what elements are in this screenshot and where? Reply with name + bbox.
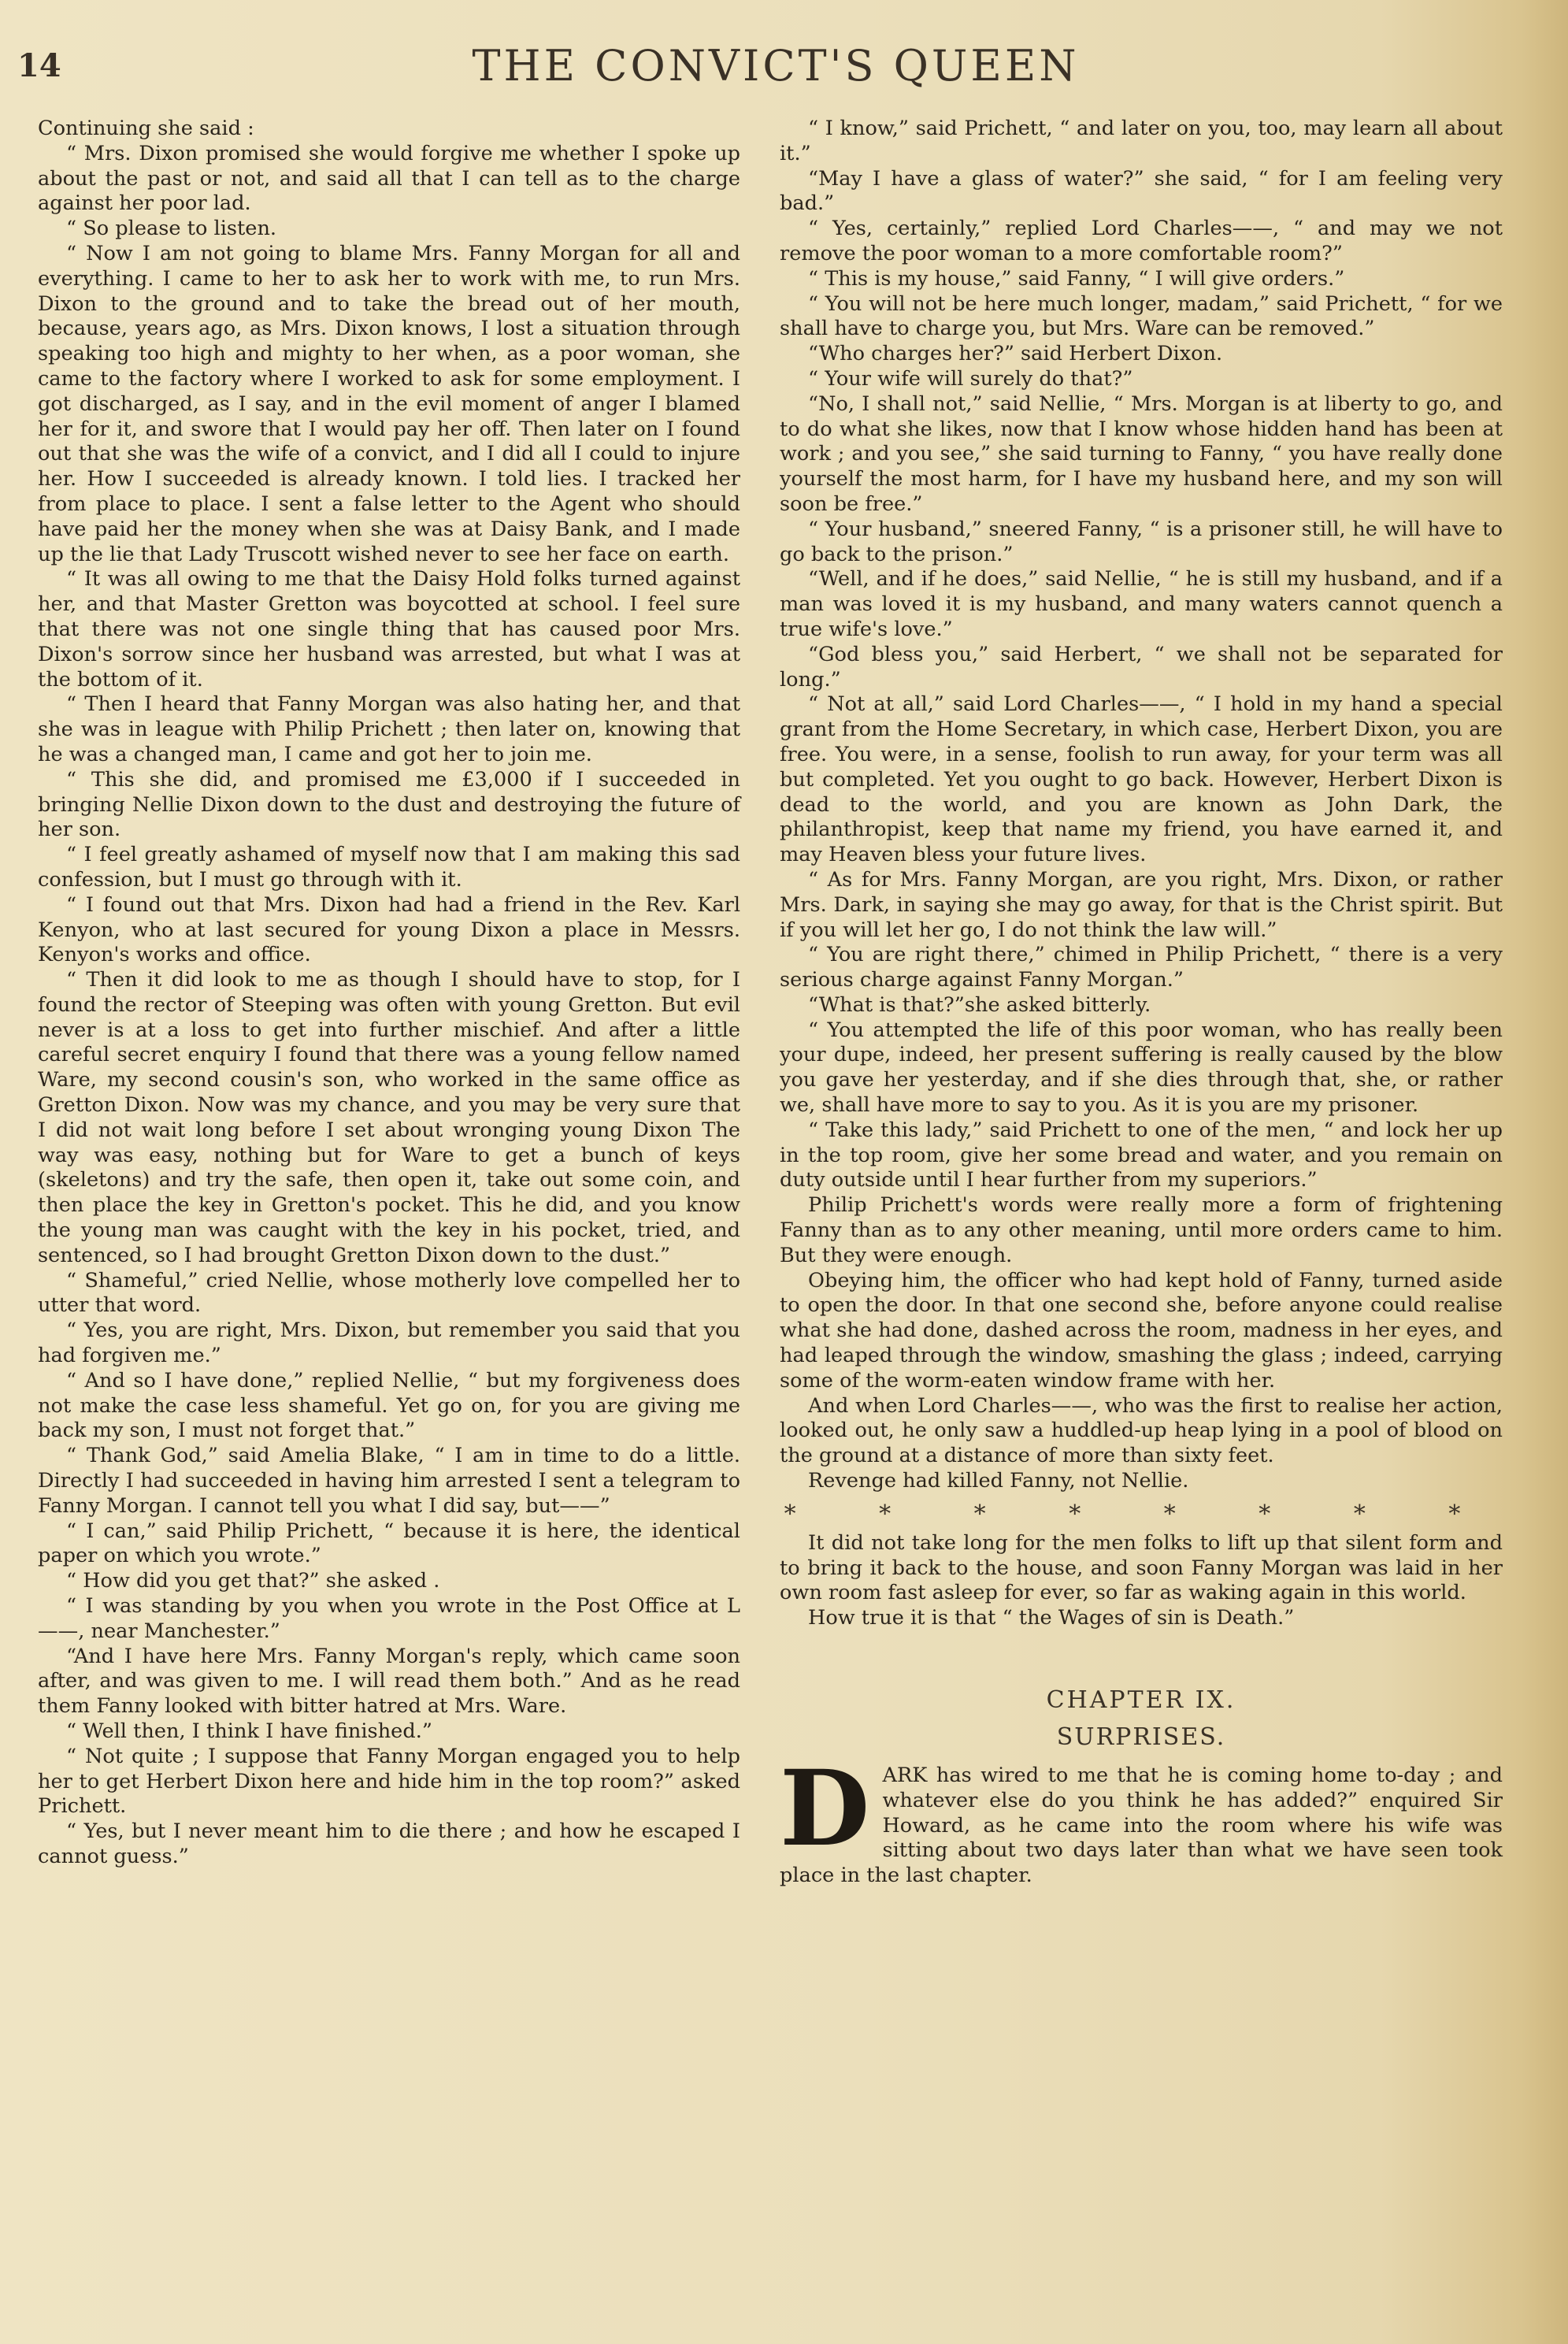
section-separator: * * * * * * * * [784,1500,1499,1528]
paragraph: “ Your husband,” sneered Fanny, “ is a prisoner still, he will have to go back to the prison.” [780,517,1503,566]
paragraph: “ How did you get that?” she asked . [66,1569,440,1593]
paragraph: Continuing she said : [38,117,254,140]
chapter-number: CHAPTER IX. [1046,1686,1236,1715]
chapter-opening [780,1748,1503,1889]
paragraph: “May I have a glass of water?” she said, “ for I am feeling very bad.” [780,166,1503,216]
paragraph: “ Then I heard that Fanny Morgan was also hating her, and that she was in league with Philip Prichett ; then later on, knowing that he was a changed man, I came and got her to join me. [38,692,740,766]
paragraph: “No, I shall not,” said Nellie, “ Mrs. Morgan is at liberty to go, and to do what she likes, now that I know whose hidden hand has been at work ; and you see,” she said turning to Fanny, “ you have really done yourself the most harm, for I have my husband here, and my son will soon be free.” [780,391,1503,516]
page-number: 14 [17,47,61,84]
paragraph: “ Yes, you are right, Mrs. Dixon, but remember you said that you had forgiven me.” [38,1318,740,1368]
paragraph: “Well, and if he does,” said Nellie, “ he is still my husband, and if a man was loved it is my husband, and many waters cannot quench a true wife's love.” [780,567,1503,641]
paragraph: “ Well then, I think I have finished.” [66,1719,432,1743]
paragraph: “ Take this lady,” said Prichett to one of the men, “ and lock her up in the top room, give her some bread and water, and you remain on duty outside until I hear further from my superiors.” [780,1118,1503,1192]
paragraph: “What is that?”she asked bitterly. [808,992,1151,1017]
paragraph: “ I found out that Mrs. Dixon had had a friend in the Rev. Karl Kenyon, who at last secured for young Dixon a place in Messrs. Kenyon's works and office. [38,892,740,967]
paragraph: “ I can,” said Philip Prichett, “ because it is here, the identical paper on which you wrote.” [38,1519,740,1568]
paragraph: “ Not at all,” said Lord Charles——, “ I hold in my hand a special grant from the Home Secretary, in which case, Herbert Dixon, you are free. You were, in a sense, foolish to run away, for your term was all but completed. Yet you ought to go back. However, Herbert Dixon is dead to the world, and you are known as John Dark, the philanthropist, keep that name my friend, you have earned it, and may Heaven bless your future lives. [780,692,1503,867]
chapter-title: SURPRISES. [1056,1723,1226,1752]
paragraph: Revenge had killed Fanny, not Nellie. [808,1469,1189,1493]
paragraph: “ This is my house,” said Fanny, “ I will give orders.” [808,266,1345,291]
paragraph: “ You will not be here much longer, madam,” said Prichett, “ for we shall have to charge you, but Mrs. Ware can be removed.” [780,291,1503,341]
paragraph: “ Not quite ; I suppose that Fanny Morgan engaged you to help her to get Herbert Dixon here and hide him in the top room?” asked Prichett. [38,1744,740,1819]
paragraph: “ This she did, and promised me £3,000 if I succeeded in bringing Nellie Dixon down to the dust and destroying the future of her son. [38,767,740,842]
paragraph: “ So please to listen. [66,217,277,241]
paragraph: “Who charges her?” said Herbert Dixon. [808,342,1223,366]
paragraph: “And I have here Mrs. Fanny Morgan's reply, which came soon after, and was given to me. I will read them both.” And as he read them Fanny looked with bitter hatred at Mrs. Ware. [38,1644,740,1719]
paragraph: “ Yes, but I never meant him to die there ; and how he escaped I cannot guess.” [38,1819,740,1868]
drop-cap: D [780,1748,870,1871]
paragraph: “ Now I am not going to blame Mrs. Fanny Morgan for all and everything. I came to her to ask her to work with me, to run Mrs. Dixon to the ground and to take the bread out of her mouth, because, years ago, as Mrs. Dixon knows, I lost a situation through speaking too high and mighty to her when, as a poor woman, she came to the factory where I worked to ask for some employment. I got discharged, as I say, and in the evil moment of anger I blamed her for it, and swore that I would pay her off. Then later on I found out that she was the wife of a convict, and I did all I could to injure her. How I succeeded is already known. I told lies. I tracked her from place to place. I sent a false letter to the Agent who should have paid her the money when she was at Daisy Bank, and I made up the lie that Lady Truscott wished never to see her face on earth. [38,241,740,566]
paragraph: “ You attempted the life of this poor woman, who has really been your dupe, indeed, her present suffering is really caused by the blow you gave her yesterday, and if she dies through that, she, or rather we, shall have more to say to you. As it is you are my prisoner. [780,1018,1503,1118]
paragraph: And when Lord Charles——, who was the first to realise her action, looked out, he only saw a huddled-up heap lying in a pool of blood on the ground at a distance of more than sixty feet. [780,1393,1503,1468]
paragraph: “ You are right there,” chimed in Philip Prichett, “ there is a very serious charge against Fanny Morgan.” [780,943,1503,992]
paragraph: “ As for Mrs. Fanny Morgan, are you right, Mrs. Dixon, or rather Mrs. Dark, in saying she may go away, for that is the Christ spirit. But if you will let her go, I do not think the law will.” [780,867,1503,942]
paragraph: “ Thank God,” said Amelia Blake, “ I am in time to do a little. Directly I had succeeded in having him arrested I sent a telegram to Fanny Morgan. I cannot tell you what I did say, but——” [38,1444,740,1518]
paragraph: “ It was all owing to me that the Daisy Hold folks turned against her, and that Master Gretton was boycotted at school. I feel sure that there was not one single thing that has caused poor Mrs. Dixon's sorrow since her husband was arrested, but what I was at the bottom of it. [38,567,740,692]
right-column [780,117,1503,1889]
paragraph: “ And so I have done,” replied Nellie, “ but my forgiveness does not make the case less shameful. Yet go on, for you are giving me back my son, I must not forget that.” [38,1368,740,1443]
paragraph: “ I was standing by you when you wrote in the Post Office at L——, near Manchester.” [38,1594,740,1643]
paragraph: It did not take long for the men folks to lift up that silent form and to bring it back to the house, and soon Fanny Morgan was laid in her own room fast asleep for ever, so far as waking again in this world. [780,1530,1503,1605]
paragraph: “ Mrs. Dixon promised she would forgive me whether I spoke up about the past or not, and said all that I can tell as to the charge against her poor lad. [38,141,740,216]
left-column [38,117,740,1870]
chapter-opening-text: ARK has wired to me that he is coming home to-day ; and whatever else do you think he has added?” enquired Sir Howard, as he came into the room where his wife was sitting about two days later than what we have seen took place in the last chapter. [780,1764,1503,1888]
paragraph: “ I know,” said Prichett, “ and later on you, too, may learn all about it.” [780,117,1503,165]
page-header [0,41,1568,96]
running-title: THE CONVICT'S QUEEN [472,41,1080,91]
paragraph: “ Then it did look to me as though I should have to stop, for I found the rector of Steeping was often with young Gretton. But evil never is at a loss to get into further mischief. And after a little careful secret enquiry I found that there was a young fellow named Ware, my second cousin's son, who worked in the same office as Gretton Dixon. Now was my chance, and you may be very sure that I did not wait long before I set about wronging young Dixon The way was easy, nothing but for Ware to get a bunch of keys (skeletons) and try the safe, then open it, take out some coin, and then place the key in Gretton's pocket. This he did, and you know the young man was caught with the key in his pocket, tried, and sentenced, so I had brought Gretton Dixon down to the dust.” [38,968,740,1267]
paragraph: Philip Prichett's words were really more a form of frightening Fanny than as to any other meaning, until more orders came to him. But they were enough. [780,1193,1503,1267]
paragraph: “ Yes, certainly,” replied Lord Charles——, “ and may we not remove the poor woman to a more comfortable room?” [780,217,1503,265]
paragraph: “ I feel greatly ashamed of myself now that I am making this sad confession, but I must go through with it. [38,843,740,892]
paragraph: Obeying him, the officer who had kept hold of Fanny, turned aside to open the door. In that one second she, before anyone could realise what she had done, dashed across the room, madness in her eyes, and had leaped through the window, smashing the glass ; indeed, carrying some of the worm-eaten window frame with her. [780,1268,1503,1393]
paragraph: “ Your wife will surely do that?” [808,366,1133,391]
paragraph: “God bless you,” said Herbert, “ we shall not be separated for long.” [780,642,1503,692]
paragraph: How true it is that “ the Wages of sin is Death.” [808,1606,1295,1630]
paragraph: “ Shameful,” cried Nellie, whose motherly love compelled her to utter that word. [38,1268,740,1318]
